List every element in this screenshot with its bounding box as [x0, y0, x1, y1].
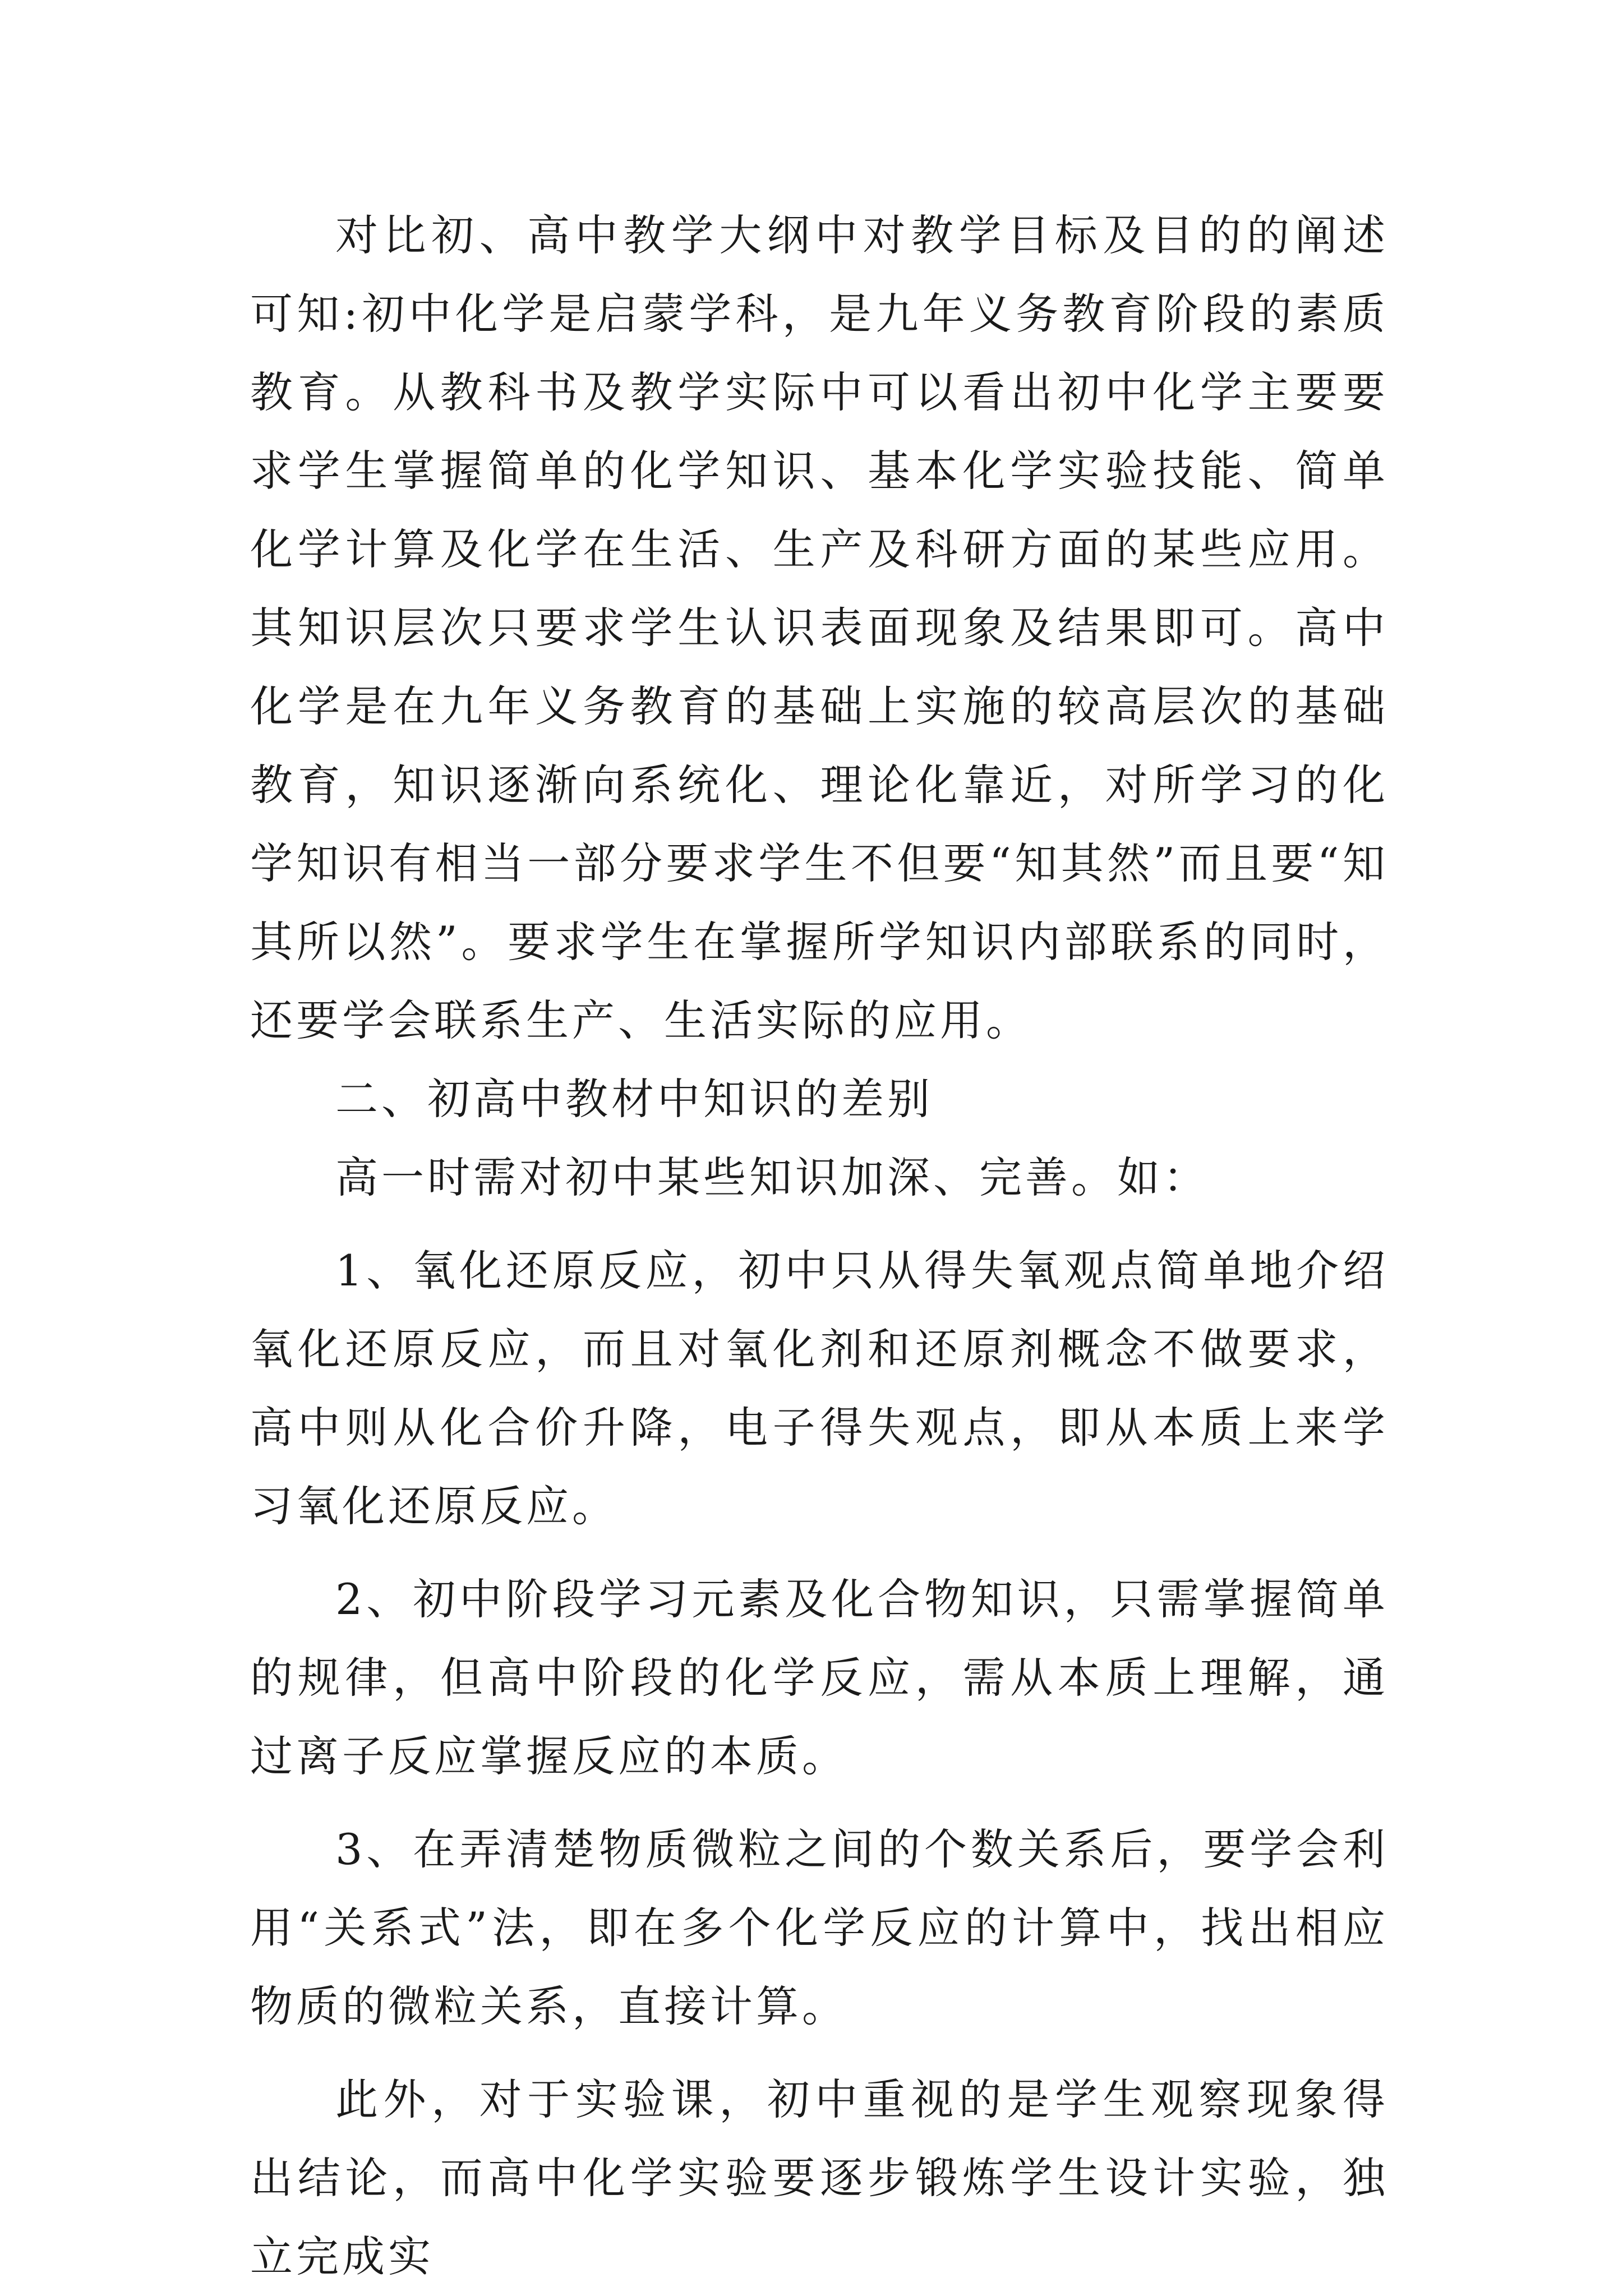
paragraph-syllabus-comparison: 对比初、高中教学大纲中对教学目标及目的的阐述可知:初中化学是启蒙学科，是九年义务教育阶段的素质教育。从教科书及教学实际中可以看出初中化学主要要求学生掌握简单的化学知识、基本化学实验技能、简单化学计算及化学在生活、生产及科研方面的某些应用。其知识层次只要求学生认识表面现象及结果即可。高中化学是在九年义务教育的基础上实施的较高层次的基础教育，知识逐渐向系统化、理论化靠近，对所学习的化学知识有相当一部分要求学生不但要“知其然”而且要“知其所以然”。要求学生在掌握所学知识内部联系的同时，还要学会联系生产、生活实际的应用。: [250, 210, 1389, 1045]
section-heading-knowledge-differences: 二、初高中教材中知识的差别: [335, 1074, 933, 1124]
list-item-relation-formula: 3、在弄清楚物质微粒之间的个数关系后，要学会利用“关系式”法，即在多个化学反应的计算中，找出相应物质的微粒关系，直接计算。: [250, 1824, 1389, 2031]
list-item-redox: 1、氧化还原反应，初中只从得失氧观点简单地介绍氧化还原反应，而且对氧化剂和还原剂概念不做要求，高中则从化合价升降，电子得失观点，即从本质上来学习氧化还原反应。: [250, 1246, 1389, 1531]
document-body: [250, 196, 1389, 2296]
paragraph-experiments: 此外，对于实验课，初中重视的是学生观察现象得出结论，而高中化学实验要逐步锻炼学生设计实验，独立完成实: [250, 2074, 1389, 2281]
paragraph-intro-deepen: 高一时需对初中某些知识加深、完善。如：: [335, 1152, 1209, 1202]
list-item-elements-compounds: 2、初中阶段学习元素及化合物知识，只需掌握简单的规律，但高中阶段的化学反应，需从本质上理解，通过离子反应掌握反应的本质。: [250, 1574, 1389, 1781]
